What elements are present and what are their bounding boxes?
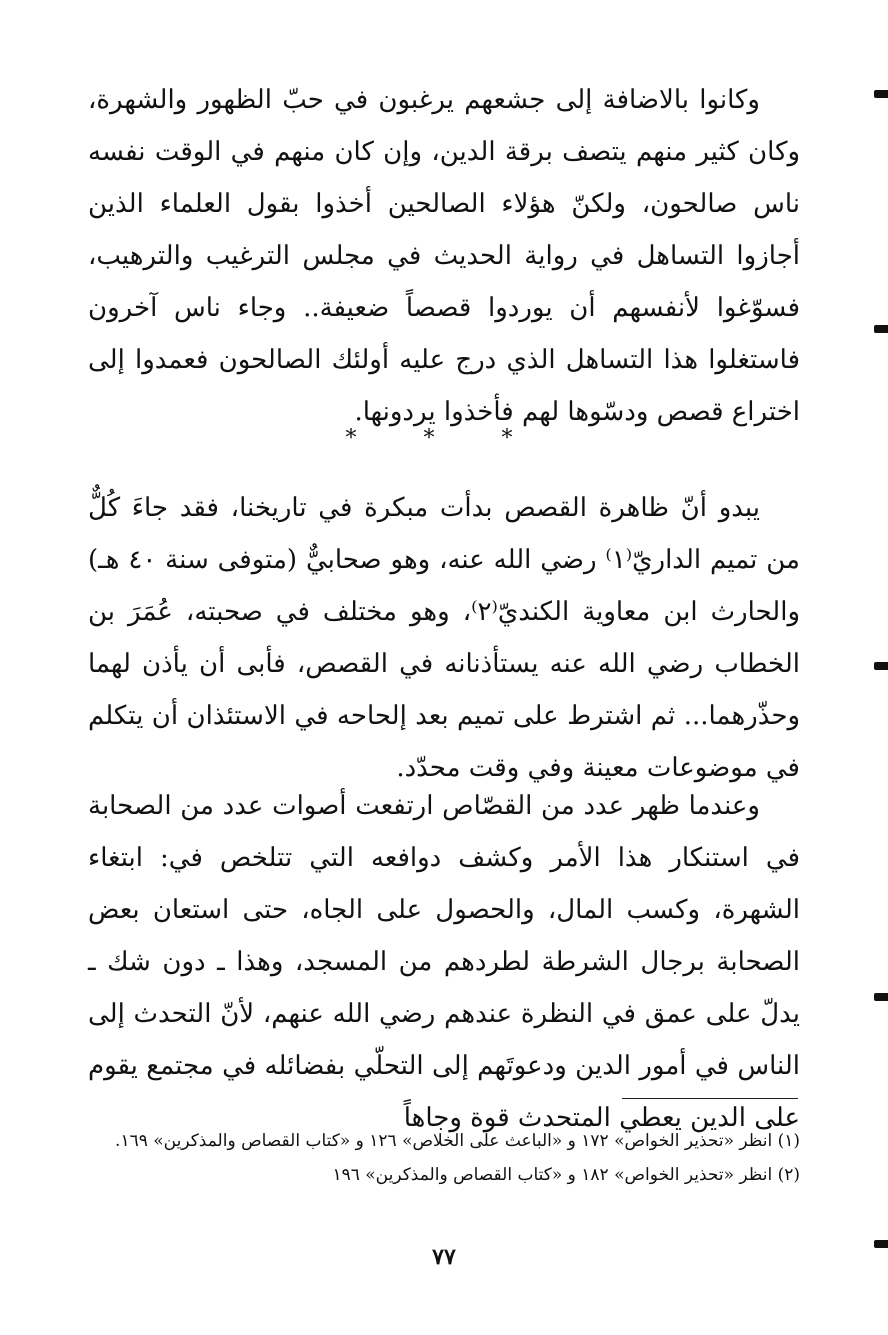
paragraph-3: وعندما ظهر عدد من القصّاص ارتفعت أصوات عدد من الصحابة في استنكار هذا الأمر وكشف دوافعه التي تتلخص في: ابتغاء الشهرة، وكسب المال، والحصول على الجاه، حتى استعان بعض الصحابة برجال الشرطة لطردهم من المسجد، وهذا ـ دون شك ـ يدلّ على عمق في النظرة عندهم رضي الله عنهم، لأنّ التحدث إلى الناس في أمور الدين ودعوتَهم إلى التحلّي بفضائله في مجتمع يقوم على الدين يعطي المتحدث قوة وجاهاً [88, 791, 800, 1133]
scan-edge-mark [874, 325, 888, 333]
scan-edge-mark [874, 993, 888, 1001]
scan-edge-mark [874, 662, 888, 670]
scan-edge-mark [874, 1240, 888, 1248]
footnotes [88, 1126, 800, 1194]
scan-edge-mark [874, 90, 888, 98]
footnote-divider [622, 1098, 798, 1099]
page-number: ٧٧ [432, 1244, 456, 1270]
section-separator: * * * [345, 426, 543, 451]
paragraph-2: يبدو أنّ ظاهرة القصص بدأت مبكرة في تاريخنا، فقد جاءَ كُلٌّ من تميم الداريّ⁽١⁾ رضي الله عنه، وهو صحابيٌّ (متوفى سنة ٤٠ هـ) والحارث ابن معاوية الكنديّ⁽٢⁾، وهو مختلف في صحبته، عُمَرَ بن الخطاب رضي الله عنه يستأذنانه في القصص، فأبى أن يأذن لهما وحذّرهما... ثم اشترط على تميم بعد إلحاحه في الاستئذان أن يتكلم في موضوعات معينة وفي وقت محدّد. [88, 493, 801, 783]
paragraph-1: وكانوا بالاضافة إلى جشعهم يرغبون في حبّ الظهور والشهرة، وكان كثير منهم يتصف برقة الدين، وإن كان منهم في الوقت نفسه ناس صالحون، ولكنّ هؤلاء الصالحين أخذوا بقول العلماء الذين أجازوا التساهل في رواية الحديث في مجلس الترغيب والترهيب، فسوّغوا لأنفسهم أن يوردوا قصصاً ضعيفة.. وجاء ناس آخرون فاستغلوا هذا التساهل الذي درج عليه أولئك الصالحون فعمدوا إلى اختراع قصص ودسّوها لهم فأخذوا يردونها. [88, 85, 800, 427]
footnote-2: (٢) انظر «تحذير الخواص» ١٨٢ و «كتاب القصاص والمذكرين» ١٩٦ [332, 1165, 800, 1185]
footnote-1: (١) انظر «تحذير الخواص» ١٧٢ و «الباعث على الخلاص» ١٢٦ و «كتاب القصاص والمذكرين» ١٦٩. [115, 1131, 800, 1151]
